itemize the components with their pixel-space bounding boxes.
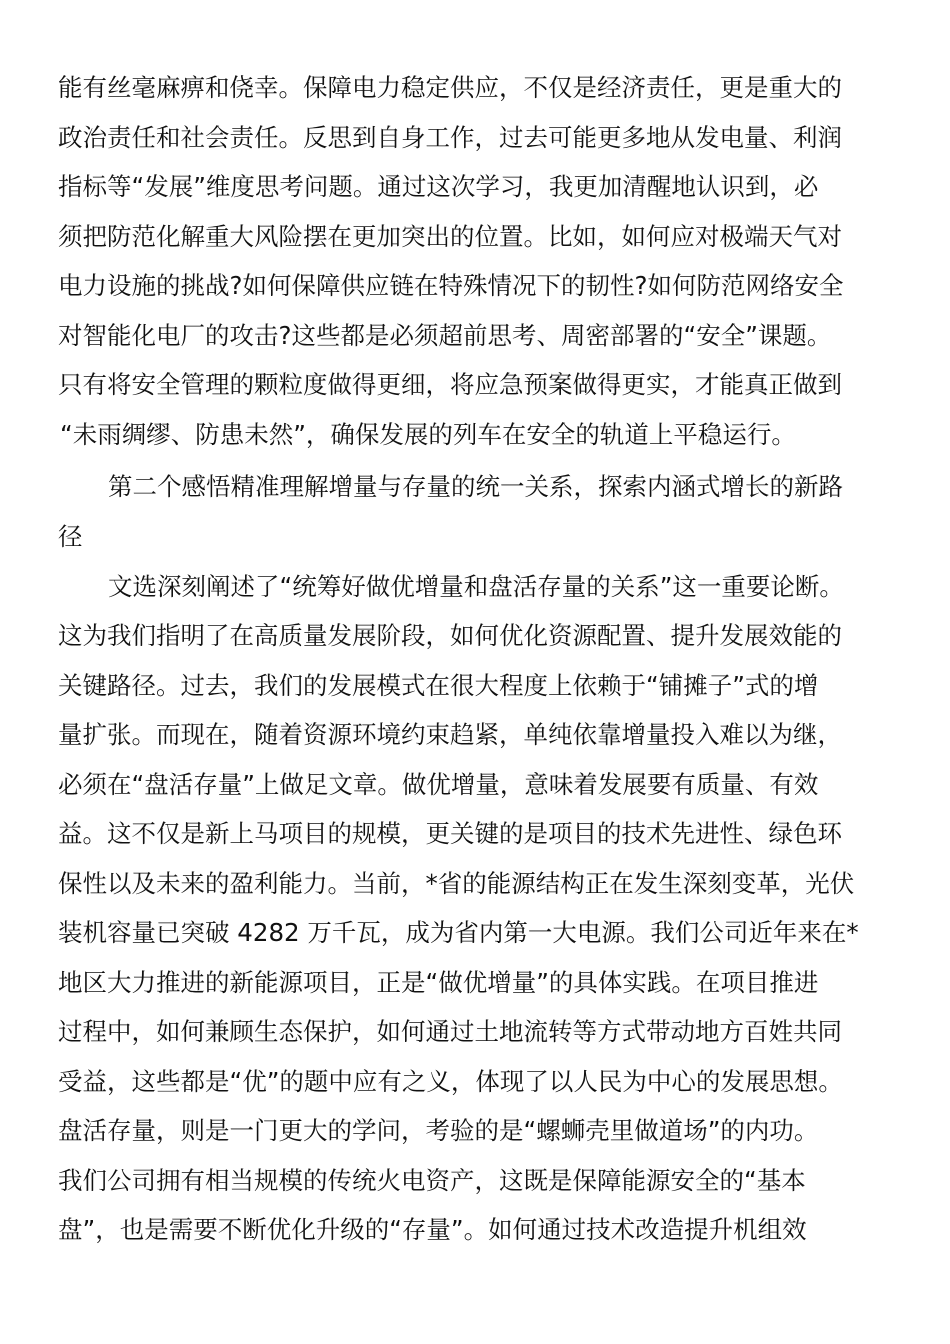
text-line: 盘活存量，则是一门更大的学问，考验的是“螺蛳壳里做道场”的内功。 [58, 1116, 819, 1145]
text-line: 电力设施的挑战?如何保障供应链在特殊情况下的韧性?如何防范网络安全 [58, 271, 844, 300]
text-line: 必须在“盘活存量”上做足文章。做优增量，意味着发展要有质量、有效 [58, 770, 819, 799]
section-heading: 第二个感悟精准理解增量与存量的统一关系，探索内涵式增长的新路 [108, 472, 843, 501]
text-line: 受益，这些都是“优”的题中应有之义，体现了以人民为中心的发展思想。 [58, 1067, 843, 1096]
text-line: 政治责任和社会责任。反思到自身工作，过去可能更多地从发电量、利润 [58, 123, 842, 152]
text-line: 盘”，也是需要不断优化升级的“存量”。如何通过技术改造提升机组效 [58, 1215, 807, 1244]
text-line: 过程中，如何兼顾生态保护，如何通过土地流转等方式带动地方百姓共同 [58, 1017, 842, 1046]
text-line: 我们公司拥有相当规模的传统火电资产，这既是保障能源安全的“基本 [58, 1166, 806, 1195]
text-line: 指标等“发展”维度思考问题。通过这次学习，我更加清醒地认识到，必 [58, 172, 819, 201]
text-line: 关键路径。过去，我们的发展模式在很大程度上依赖于“铺摊子”式的增 [58, 671, 819, 700]
text-line: 量扩张。而现在，随着资源环境约束趋紧，单纯依靠增量投入难以为继， [58, 720, 842, 749]
text-line: 地区大力推进的新能源项目，正是“做优增量”的具体实践。在项目推进 [58, 968, 819, 997]
text-line: 能有丝毫麻痹和侥幸。保障电力稳定供应，不仅是经济责任，更是重大的 [58, 73, 842, 102]
text-line: 益。这不仅是新上马项目的规模，更关键的是项目的技术先进性、绿色环 [58, 819, 842, 848]
text-line: 只有将安全管理的颗粒度做得更细，将应急预案做得更实，才能真正做到 [58, 370, 842, 399]
text-line: 对智能化电厂的攻击?这些都是必须超前思考、周密部署的“安全”课题。 [58, 321, 832, 350]
section-heading-continuation: 径 [58, 522, 83, 551]
paragraph-first-line: 文选深刻阐述了“统筹好做优增量和盘活存量的关系”这一重要论断。 [108, 572, 844, 601]
text-line: 装机容量已突破 4282 万千瓦，成为省内第一大电源。我们公司近年来在* [58, 918, 859, 947]
text-line: 保性以及未来的盈利能力。当前，*省的能源结构正在发生深刻变革，光伏 [58, 869, 855, 898]
text-line: 这为我们指明了在高质量发展阶段，如何优化资源配置、提升发展效能的 [58, 621, 842, 650]
text-line: 须把防范化解重大风险摆在更加突出的位置。比如，如何应对极端天气对 [58, 222, 842, 251]
text-line: “未雨绸缪、防患未然”，确保发展的列车在安全的轨道上平稳运行。 [60, 420, 796, 449]
